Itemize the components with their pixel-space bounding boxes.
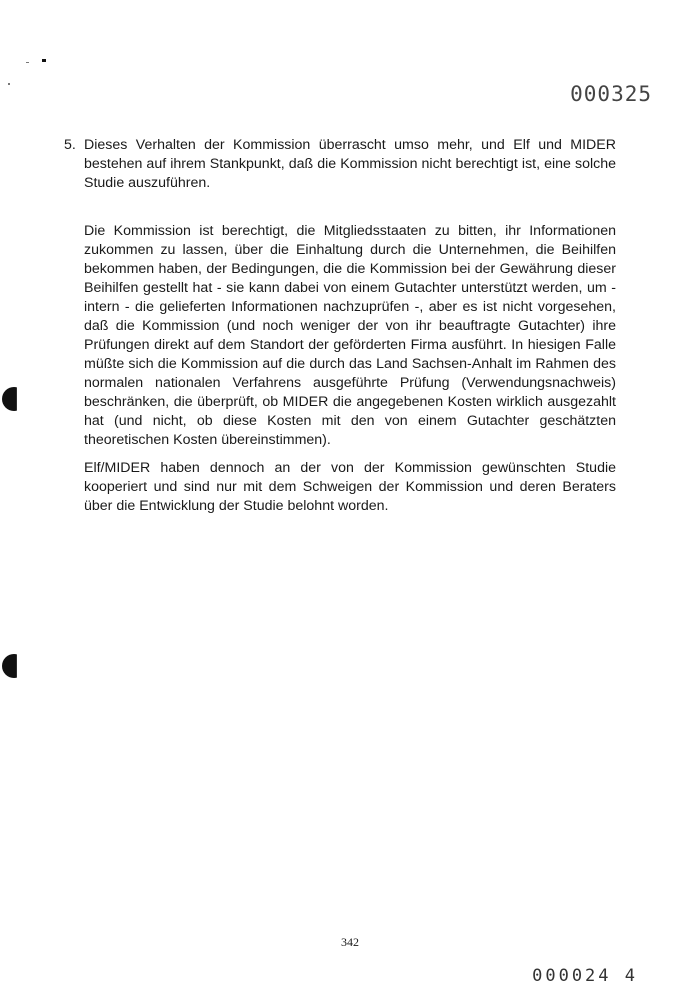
scan-speck <box>8 83 10 85</box>
item-text: Dieses Verhalten der Kommission überrascht umso mehr, und Elf und MIDER bestehen auf ihrem Stankpunkt, daß die Kommission nicht berechtigt ist, eine solche Studie auszuführen. <box>84 137 616 191</box>
numbered-item-5 <box>64 136 616 193</box>
page-number: 342 <box>341 935 359 949</box>
document-stamp-top: 000325 <box>570 82 652 106</box>
item-number: 5. <box>64 137 76 153</box>
scan-speck <box>42 59 46 62</box>
document-stamp-bottom: 000024 4 <box>532 966 638 986</box>
scan-speck <box>26 62 29 63</box>
body-paragraph-1: Die Kommission ist berechtigt, die Mitgliedsstaaten zu bitten, ihr Informationen zukommen zu lassen, über die Einhaltung durch die Unternehmen, die Beihilfen bekommen haben, der Bedingungen, die die Kommission bei der Gewährung dieser Beihilfen gestellt hat - sie kann dabei von einem Gutachter unterstützt werden, um - intern - die gelieferten Informationen nachzuprüfen -, aber es ist nicht vorgesehen, daß die Kommission (und noch weniger der von ihr beauftragte Gutachter) ihre Prüfungen direkt auf dem Standort der geförderten Firma ausführt. In hiesigen Falle müßte sich die Kommission auf die durch das Land Sachsen-Anhalt im Rahmen des normalen nationalen Verfahrens ausgeführte Prüfung (Verwendungsnachweis) beschränken, die überprüft, ob MIDER die angegebenen Kosten wirklich ausgezahlt hat (und nicht, ob diese Kosten mit den von einem Gutachter geschätzten theoretischen Kosten übereinstimmen). <box>84 223 616 448</box>
body-paragraph-2: Elf/MIDER haben dennoch an der von der Kommission gewünschten Studie kooperiert und sind nur mit dem Schweigen der Kommission und deren Beraters über die Entwicklung der Studie belohnt worden. <box>84 460 616 514</box>
punch-hole-mark <box>2 387 26 411</box>
punch-hole-mark <box>2 654 26 678</box>
